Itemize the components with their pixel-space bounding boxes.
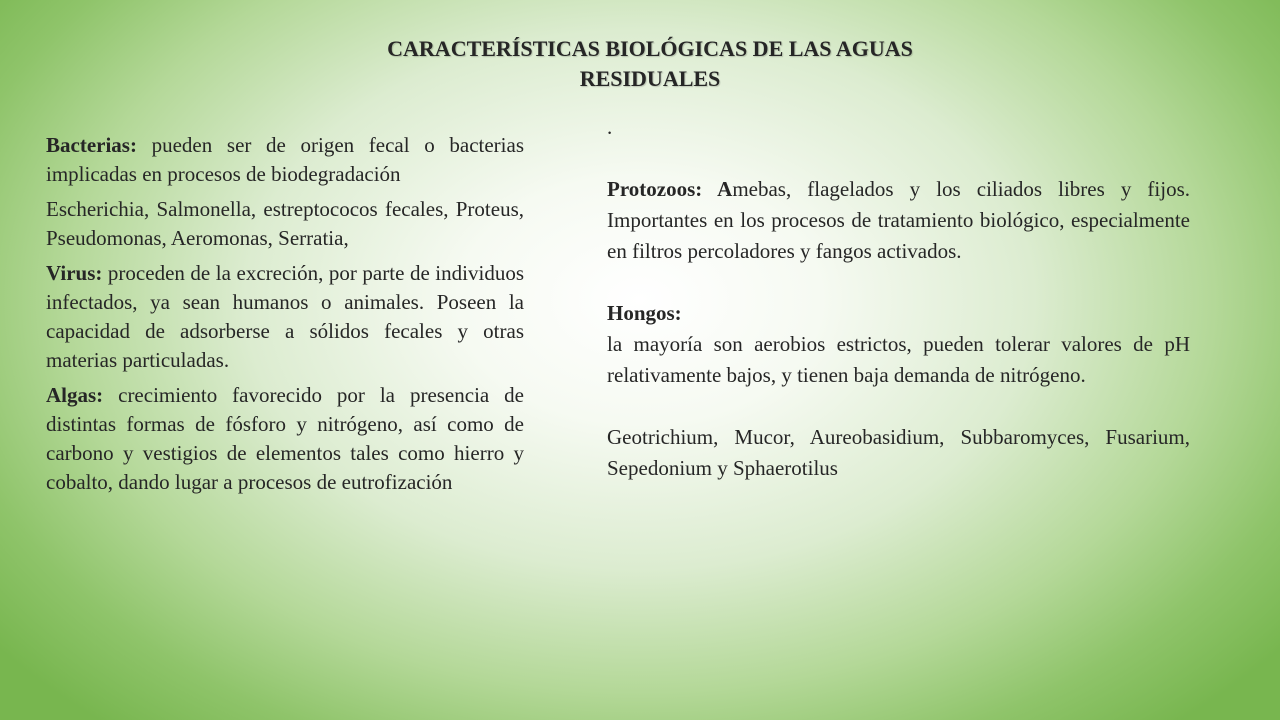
- spacer: [607, 267, 1190, 298]
- protozoos-term: Protozoos: A: [607, 177, 733, 201]
- bacterias-paragraph: [46, 131, 524, 189]
- protozoos-paragraph: [607, 174, 1190, 267]
- right-column: [607, 112, 1190, 484]
- virus-text: proceden de la excreción, por parte de individuos infectados, ya sean humanos o animales. Poseen la capacidad de adsorberse a sólidos fecales y otras materias particuladas.: [46, 261, 524, 372]
- title-line-1: CARACTERÍSTICAS BIOLÓGICAS DE LAS AGUAS: [387, 36, 913, 61]
- title-line-2: RESIDUALES: [579, 66, 721, 91]
- left-column: [46, 131, 524, 503]
- slide-title: [240, 34, 1060, 94]
- hongos-examples: Geotrichium, Mucor, Aureobasidium, Subbaromyces, Fusarium, Sepedonium y Sphaerotilus: [607, 425, 1190, 480]
- bacterias-term: Bacterias:: [46, 133, 137, 157]
- algas-term: Algas:: [46, 383, 104, 407]
- algas-paragraph: [46, 381, 524, 497]
- hongos-text: la mayoría son aerobios estrictos, pueden tolerar valores de pH relativamente bajos, y tienen baja demanda de nitrógeno.: [607, 332, 1190, 387]
- leading-dot: .: [607, 115, 613, 139]
- spacer: [607, 391, 1190, 422]
- bacterias-text: pueden ser de origen fecal o bacterias implicadas en procesos de biodegradación: [46, 133, 524, 186]
- protozoos-text: mebas, flagelados y los ciliados libres y fijos. Importantes en los procesos de tratamiento biológico, especialmente en filtros percoladores y fangos activados.: [607, 177, 1190, 263]
- hongos-term: Hongos:: [607, 301, 682, 325]
- virus-term: Virus:: [46, 261, 103, 285]
- bacterias-examples: Escherichia, Salmonella, estreptococos fecales, Proteus, Pseudomonas, Aeromonas, Serratia,: [46, 197, 524, 250]
- spacer: [607, 143, 1190, 174]
- virus-paragraph: [46, 259, 524, 375]
- algas-text: crecimiento favorecido por la presencia de distintas formas de fósforo y nitrógeno, así como de carbono y vestigios de elementos tales como hierro y cobalto, dando lugar a procesos de eutrofización: [46, 383, 524, 494]
